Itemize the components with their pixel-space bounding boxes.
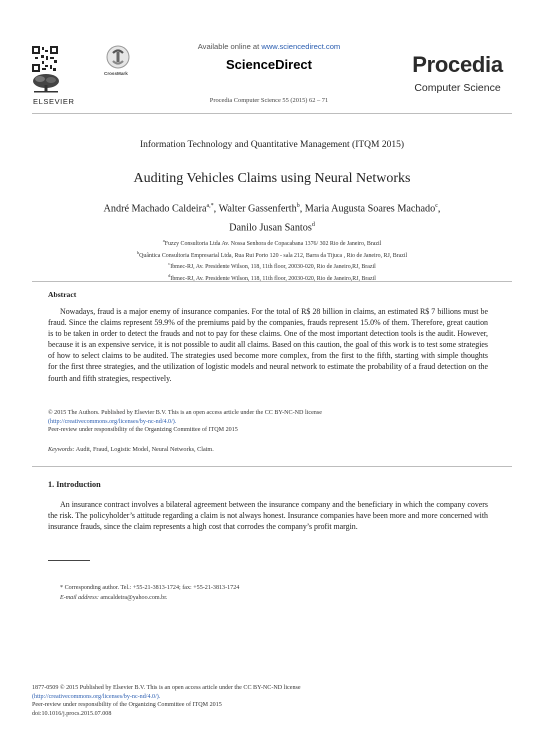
author-name: Walter Gassenferth [218,203,297,215]
journal-reference: Procedia Computer Science 55 (2015) 62 – 71 [209,97,329,104]
footnote [60,584,500,603]
footer-doi[interactable]: doi:10.1016/j.procs.2015.07.008 [32,710,112,717]
affiliation-sup: c [168,261,171,267]
author-name: Danilo Jusan Santos [229,222,312,234]
affiliation-sup: a [162,238,165,243]
affiliation-item [32,237,512,249]
procedia-logo-subtitle: Computer Science [414,82,501,94]
affiliation-text: Quântica Consultoria Empresarial Ltda, Rua Rui Porto 120 - sala 212, Barra da Tijuca , Rio de Janeiro, RJ, Brazil [139,252,408,259]
publisher-logo-text: ELSEVIER [33,97,75,106]
copyright-line: © 2015 The Authors. Published by Elsevier B.V. This is an open access article under the CC BY-NC-ND license [48,410,322,416]
abstract-bottom-divider [32,466,512,467]
sciencedirect-link[interactable]: www.sciencedirect.com [261,42,341,51]
crossmark-label: CrossMark [104,71,128,76]
affiliation-list [32,237,512,283]
author-sup: c [435,203,438,209]
section-heading: 1. Introduction [48,480,101,489]
affiliation-item [32,249,512,261]
procedia-logo-title: Procedia [412,52,503,77]
abstract-text: Nowadays, fraud is a major enemy of insurance companies. For the total of R$ 28 billion in claims, an estimated R$ 7 billions must be fraud. Since the claims represent 59.9% of the premiums paid by the companies, frauds represent 15.0% of them. Therefore, great caution is to be taken in order to detect the frauds and not to pay for these claims. One of the most important detection tools is the audit. However, because it is an expensive service, it is not possible to audit all claims. Based on this caution, the goal of this work is to test some strategies of how to select claims to be audited. The strategies used become more complex, from the first to the fifth, starting with simple thoughts for the first three strategies, and the utilization of logistic models and neural network to estimate the probability of a fraud detection on the fourth and fifth strategies, respectively. [48,307,488,383]
affiliation-text: Fuzzy Consultoria Ltda Av. Nossa Senhora de Copacabana 1376/ 302 Rio de Janeiro, Brazil [164,240,382,247]
paper-title: Auditing Vehicles Claims using Neural Networks [133,171,411,186]
crossmark-icon[interactable] [106,45,130,69]
author-list: André Machado Caldeira$^{a,*}$, Walter Gassenferth$^b$, Maria Augusta Soares Machado$^c$, Danilo Jusan Santos$^d$ [103,203,441,234]
qr-code-icon [32,46,58,72]
affiliation-sup: b [136,249,140,255]
affiliation-text: Ibmec-RJ, Av. Presidente Wilson, 118, 11th floor, 20030-020, Rio de Janeiro,RJ, Brazil [170,264,376,271]
affiliation-text: Ibmec-RJ, Av. Presidente Wilson, 118, 11th floor, 20030-020, Rio de Janeiro,RJ, Brazil [170,275,376,282]
author-sup: b [296,203,300,209]
email-line [60,594,500,604]
footer-peer-review: Peer-review under responsibility of the Organizing Committee of ITQM 2015 [32,702,222,709]
availability-line [140,42,398,51]
author-name: Maria Augusta Soares Machado [304,203,436,215]
availability-prefix: Available online at [197,42,262,51]
sciencedirect-brand: ScienceDirect [226,57,312,72]
conference-name: Information Technology and Quantitative Management (ITQM 2015) [139,140,405,150]
keywords-text: Audit, Fraud, Logistic Model, Neural Networks, Claim. [74,446,214,453]
footer [32,684,512,718]
keywords-label: Keywords: [48,446,75,453]
corresponding-author: * Corresponding author. Tel.: +55-21-3813-1724; fax: +55-21-3813-1724 [60,585,240,591]
license-link[interactable]: (http://creativecommons.org/licenses/by-nc-nd/4.0/). [48,418,177,425]
keywords [48,446,488,453]
copyright-notice [48,409,488,435]
peer-review-line: Peer-review under responsibility of the Organizing Committee of ITQM 2015 [48,427,238,433]
affiliation-sup: d [168,272,171,278]
author-name: André Machado Caldeira [103,203,207,215]
abstract-top-divider [32,281,512,282]
abstract-heading: Abstract [48,290,77,299]
author-sup: a,* [206,203,214,209]
elsevier-tree-icon [30,73,62,93]
footer-license-line: 1877-0509 © 2015 Published by Elsevier B.V. This is an open access article under the CC BY-NC-ND license [32,685,301,691]
author-sup: d [311,222,315,229]
header-divider [32,113,512,114]
section-body-text: An insurance contract involves a bilateral agreement between the insurance company and the beneficiary in which the company covers the risk. The policyholder’s attitude regarding a claim is not always honest. Insurance companies have been more and more concerned with insurance frauds, since the claim represents a high cost that corrodes the company’s profit margin. [48,500,488,532]
email-address[interactable]: amcaldeira@yahoo.com.br. [98,594,168,601]
affiliation-item [32,260,512,272]
footer-license-link[interactable]: (http://creativecommons.org/licenses/by-nc-nd/4.0/). [32,693,161,700]
email-label: E-mail address: [60,594,99,601]
footnote-divider [48,560,90,561]
